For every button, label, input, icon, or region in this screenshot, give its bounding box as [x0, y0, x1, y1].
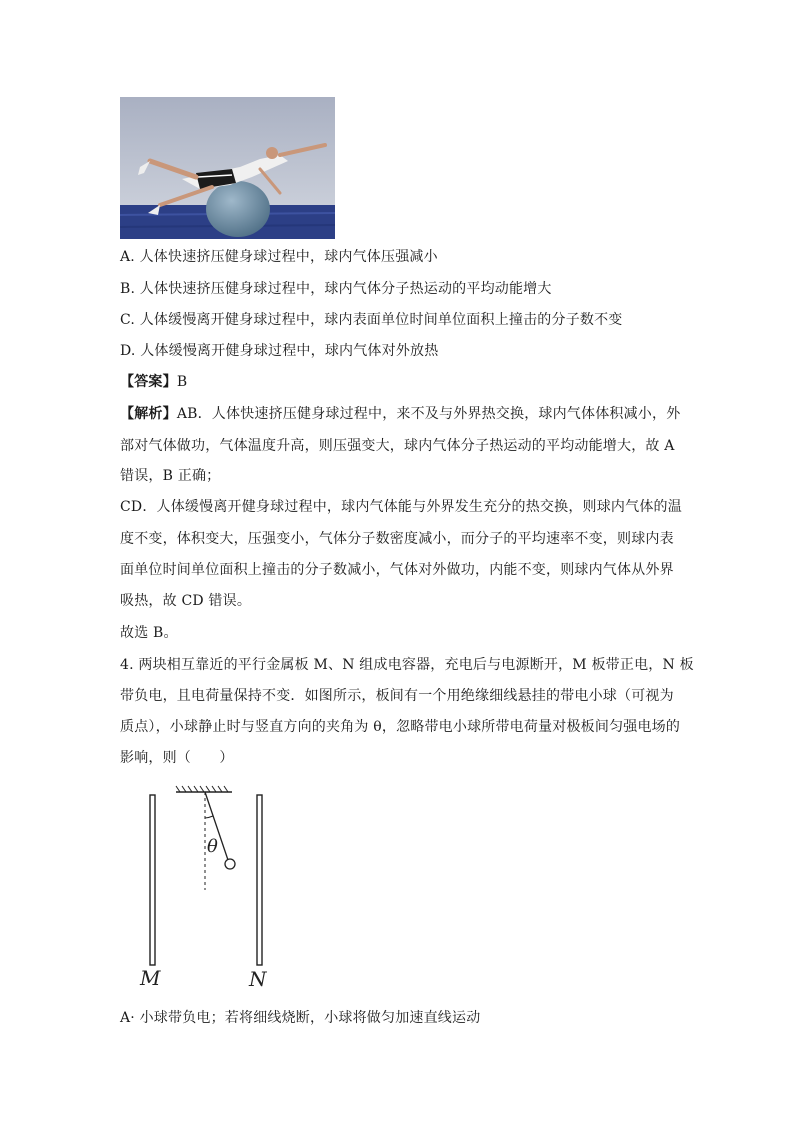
analysis-line-1: 【解析】AB．人体快速挤压健身球过程中，来不及与外界热交换，球内气体体积减小，外 [120, 406, 681, 422]
plate-n [257, 795, 262, 965]
analysis-label: 【解析】 [120, 406, 177, 422]
answer-row [120, 372, 187, 392]
answer-label: 【答案】 [120, 374, 177, 390]
exercise-ball-photo [120, 97, 335, 239]
q4-line-1: 4. 两块相互靠近的平行金属板 M、N 组成电容器，充电后与电源断开，M 板带正电，N 板 [120, 657, 694, 673]
final-choice: 故选 B。 [120, 625, 178, 641]
angle-arc [205, 816, 213, 818]
analysis-line-3: 错误，B 正确； [120, 468, 221, 484]
answer-value: B [176, 374, 188, 390]
option-c: C. 人体缓慢离开健身球过程中，球内表面单位时间单位面积上撞击的分子数不变 [120, 312, 623, 328]
analysis-line-4: CD．人体缓慢离开健身球过程中，球内气体能与外界发生充分的热交换，则球内气体的温 [120, 499, 682, 515]
theta-label: θ [207, 836, 218, 857]
analysis-line-6: 面单位时间单位面积上撞击的分子数减小，气体对外做功，内能不变，则球内气体从外界 [120, 562, 674, 578]
capacitor-diagram [130, 778, 270, 998]
option-d: D. 人体缓慢离开健身球过程中，球内气体对外放热 [120, 343, 439, 359]
q4-line-2: 带负电，且电荷量保持不变．如图所示，板间有一个用绝缘细线悬挂的带电小球（可视为 [120, 688, 674, 704]
option-a: A. 人体快速挤压健身球过程中，球内气体压强减小 [120, 249, 438, 265]
option-b: B. 人体快速挤压健身球过程中，球内气体分子热运动的平均动能增大 [120, 281, 552, 297]
label-n: N [249, 967, 267, 991]
q4-line-4: 影响，则（ ） [120, 750, 234, 766]
q4-option-a: A· 小球带负电；若将细线烧断，小球将做匀加速直线运动 [120, 1010, 481, 1026]
q4-line-3: 质点），小球静止时与竖直方向的夹角为 θ，忽略带电小球所带电荷量对极板间匀强电场的 [120, 719, 681, 735]
label-m: M [140, 966, 161, 990]
plate-m [150, 795, 155, 965]
charged-ball [225, 859, 235, 869]
analysis-line-7: 吸热，故 CD 错误。 [120, 593, 252, 609]
analysis-line-2: 部对气体做功，气体温度升高，则压强变大，球内气体分子热运动的平均动能增大，故 A [120, 438, 675, 454]
analysis-line-5: 度不变，体积变大，压强变小，气体分子数密度减小，而分子的平均速率不变，则球内表 [120, 531, 674, 547]
ceiling-support [176, 786, 232, 792]
